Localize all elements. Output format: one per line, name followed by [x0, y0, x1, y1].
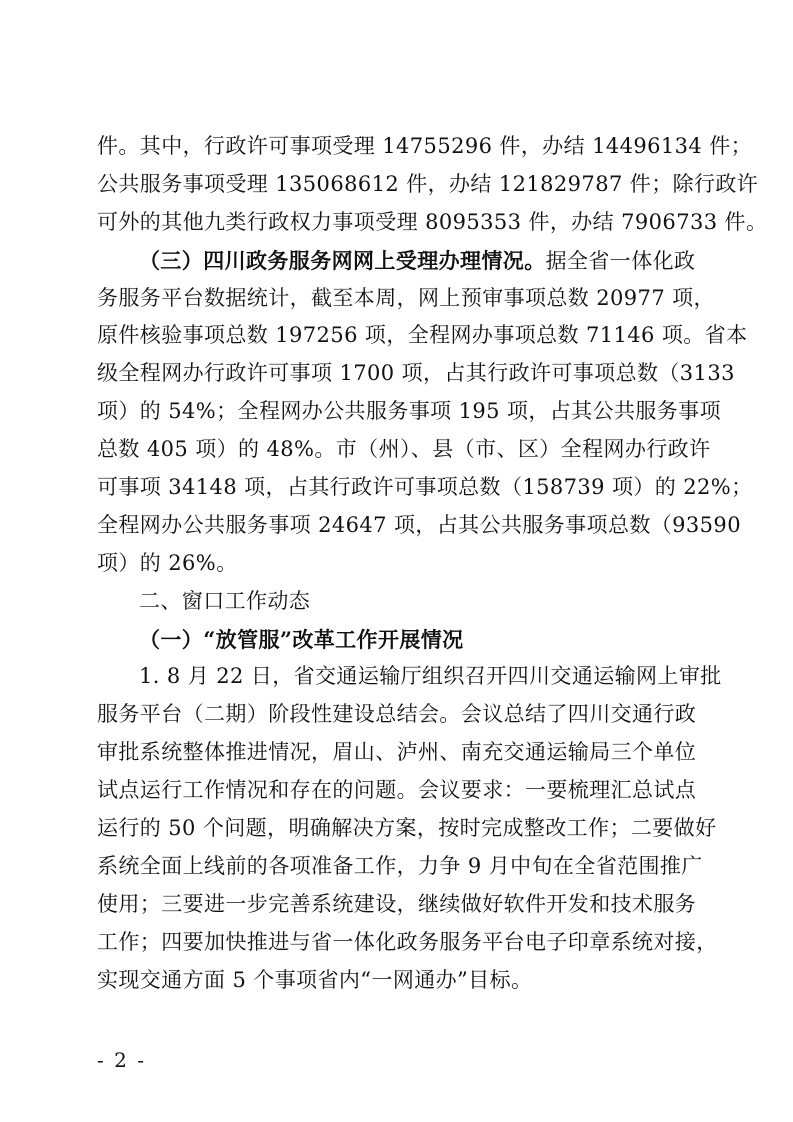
paragraph-line: 件。其中，行政许可事项受理 14755296 件，办结 14496134 件； [97, 134, 753, 158]
paragraph-line: 审批系统整体推进情况，眉山、泸州、南充交通运输局三个单位 [97, 740, 697, 765]
paragraph-line: 级全程网办行政许可事项 1700 项，占其行政许可事项总数（3133 [97, 361, 735, 386]
section-heading: 二、窗口工作动态 [139, 588, 311, 613]
paragraph-first-line [97, 242, 697, 280]
paragraph-line: 全程网办公共服务事项 24647 项，占其公共服务事项总数（93590 [97, 512, 741, 537]
paragraph-line: 实现交通方面 5 个事项省内“一网通办”目标。 [97, 967, 533, 992]
paragraph-line: 原件核验事项总数 197256 项，全程网办事项总数 71146 项。省本 [97, 323, 748, 348]
paragraph-first-line: 1. 8 月 22 日，省交通运输厅组织召开四川交通运输网上审批 [139, 664, 722, 689]
paragraph-line: 总数 405 项）的 48%。市（州）、县（市、区）全程网办行政许 [97, 437, 711, 462]
paragraph-line: 项）的 54%；全程网办公共服务事项 195 项，占其公共服务事项 [97, 399, 721, 424]
paragraph-line: 服务平台（二期）阶段性建设总结会。会议总结了四川交通行政 [97, 702, 697, 727]
paragraph-lead-heading: （三）四川政务服务网网上受理办理情况。 [139, 247, 546, 273]
paragraph-line: 可事项 34148 项，占其行政许可事项总数（158739 项）的 22%； [97, 475, 753, 500]
paragraph-line: 试点运行工作情况和存在的问题。会议要求：一要梳理汇总试点 [97, 778, 697, 803]
paragraph-line: 务服务平台数据统计，截至本周，网上预审事项总数 20977 项， [97, 285, 715, 310]
paragraph-line: 使用；三要进一步完善系统建设，继续做好软件开发和技术服务 [97, 891, 697, 916]
subsection-heading: （一）“放管服”改革工作开展情况 [139, 626, 464, 652]
paragraph-line: 项）的 26%。 [97, 550, 238, 575]
paragraph-line: 可外的其他九类行政权力事项受理 8095353 件，办结 7906733 件。 [97, 209, 768, 234]
paragraph-line: 工作；四要加快推进与省一体化政务服务平台电子印章系统对接， [97, 929, 718, 954]
body-text [97, 128, 768, 999]
paragraph-line: 公共服务事项受理 135068612 件，办结 121829787 件；除行政许 [97, 171, 759, 196]
paragraph-line: 运行的 50 个问题，明确解决方案，按时完成整改工作；二要做好 [97, 816, 717, 841]
page-number: - 2 - [97, 1048, 146, 1072]
paragraph-text: 据全省一体化政 [545, 248, 696, 273]
paragraph-line: 系统全面上线前的各项准备工作，力争 9 月中旬在全省范围推广 [97, 853, 703, 878]
